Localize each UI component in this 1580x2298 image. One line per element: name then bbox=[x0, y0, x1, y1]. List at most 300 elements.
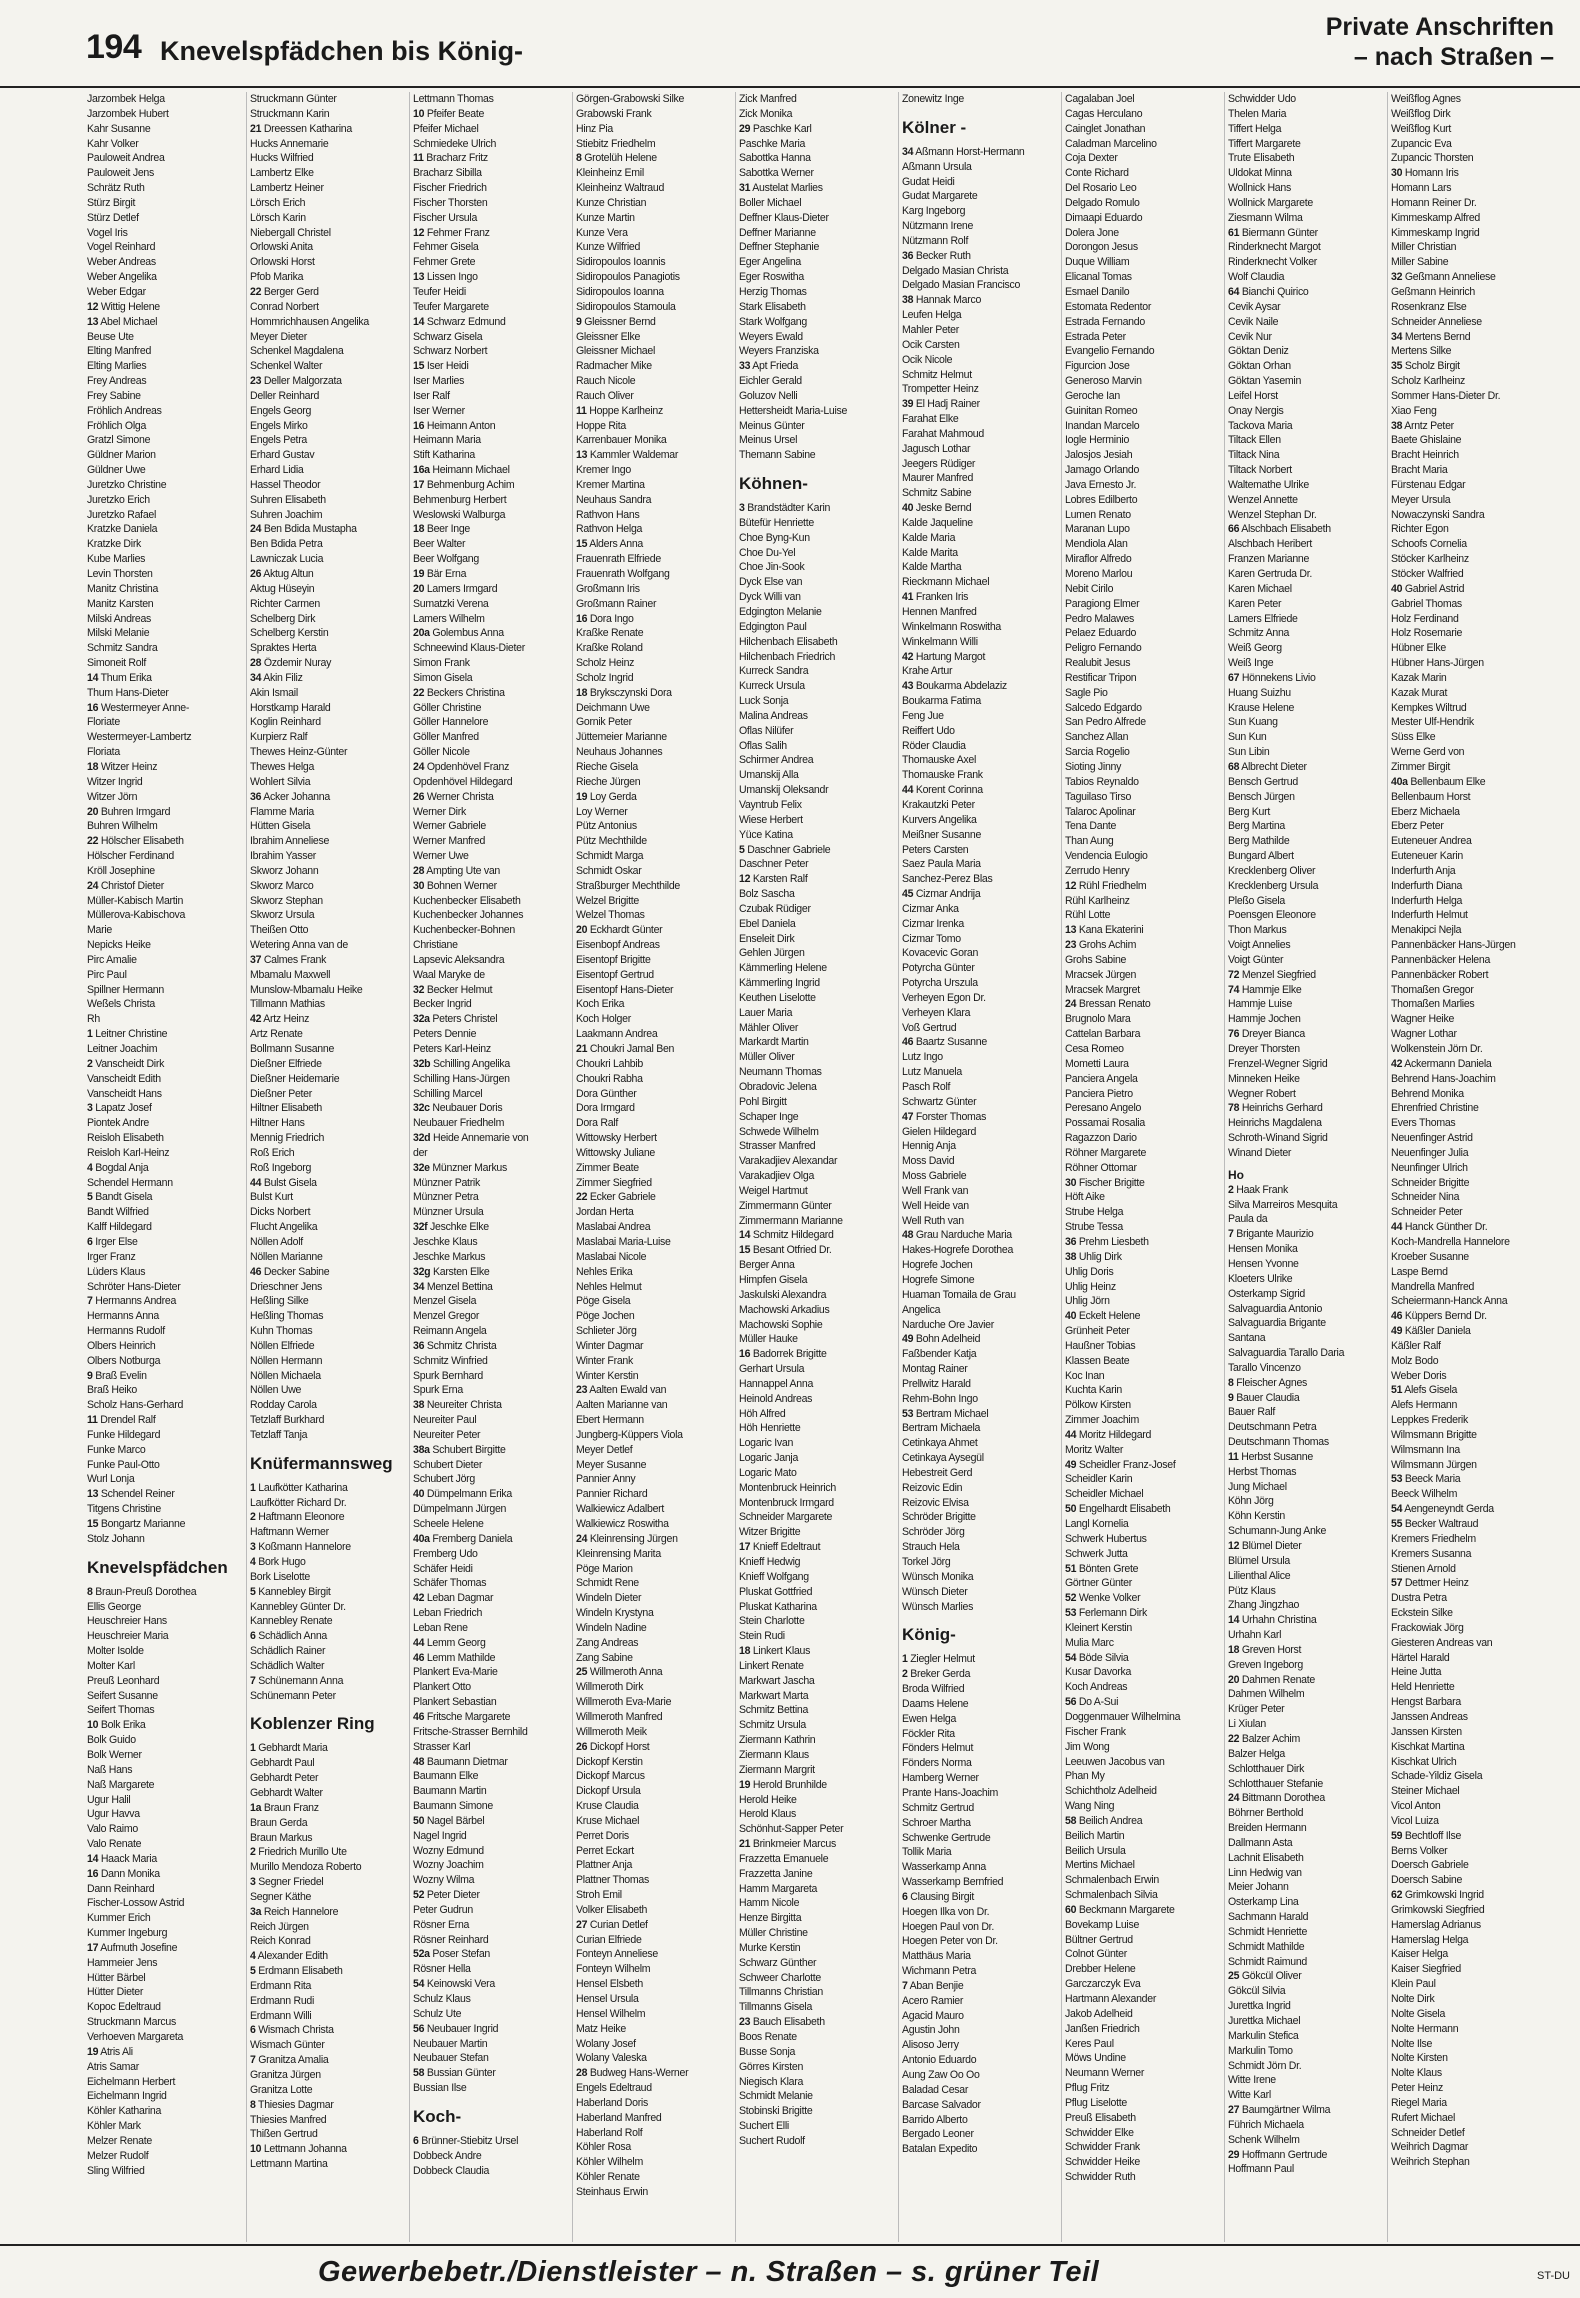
resident-entry: Wohlert Silvia bbox=[250, 775, 311, 788]
resident-entry: 6 Schädlich Anna bbox=[250, 1630, 328, 1643]
resident-entry: Salvaguardia Brigante bbox=[1228, 1317, 1326, 1330]
resident-entry: 32f Jeschke Elke bbox=[413, 1221, 489, 1234]
resident-entry: Jordan Herta bbox=[576, 1206, 634, 1219]
house-number: 7 bbox=[1228, 1228, 1234, 1241]
resident-entry: Jurettka Michael bbox=[1228, 2015, 1301, 2027]
resident-entry: Hamm Margareta bbox=[739, 1882, 818, 1895]
resident-entry: Moss Gabriele bbox=[902, 1170, 967, 1183]
resident-entry: Erdmann Rita bbox=[250, 1979, 312, 1992]
house-number: 14 bbox=[1228, 1614, 1240, 1627]
resident-entry: Hakes-Hogrefe Dorothea bbox=[902, 1244, 1014, 1257]
resident-entry: Schwidder Udo bbox=[1228, 93, 1296, 105]
resident-entry: Dora Günther bbox=[576, 1087, 637, 1100]
resident-entry: Wichmann Petra bbox=[902, 1965, 977, 1978]
resident-entry: Kraßke Roland bbox=[576, 642, 643, 655]
resident-entry: Kloeters Ulrike bbox=[1228, 1272, 1293, 1285]
resident-entry: Balzer Helga bbox=[1228, 1747, 1286, 1760]
resident-entry: Held Henriette bbox=[1391, 1681, 1455, 1694]
resident-entry: 8 Fleischer Agnes bbox=[1228, 1376, 1308, 1389]
house-number: 17 bbox=[739, 1541, 751, 1554]
resident-entry: Coja Dexter bbox=[1065, 152, 1118, 165]
resident-entry: Schmidt Henriette bbox=[1228, 1925, 1308, 1938]
resident-entry: Schaper Inge bbox=[739, 1110, 799, 1123]
house-number: 9 bbox=[87, 1369, 93, 1382]
house-number: 24 bbox=[1228, 1792, 1240, 1805]
resident-entry: Paragiong Elmer bbox=[1065, 597, 1140, 610]
resident-entry: 15 Besant Otfried Dr. bbox=[739, 1244, 832, 1257]
resident-entry: 13 Kana Ekaterini bbox=[1065, 924, 1144, 937]
house-number: 36 bbox=[250, 790, 262, 803]
resident-entry: Daams Helene bbox=[902, 1697, 969, 1710]
resident-entry: 20 Lamers Irmgard bbox=[413, 582, 498, 595]
resident-entry: Urhahn Karl bbox=[1228, 1629, 1282, 1642]
resident-entry: Jeegers Rüdiger bbox=[902, 457, 976, 470]
resident-entry: Zimmermann Marianne bbox=[739, 1214, 843, 1227]
street-heading: Knevelspfädchen bbox=[87, 1557, 228, 1577]
resident-entry: Taguilaso Tirso bbox=[1065, 790, 1132, 803]
resident-entry: Peresano Angelo bbox=[1065, 1102, 1142, 1115]
resident-entry: Angelica bbox=[902, 1303, 941, 1316]
resident-entry: Restificar Tripon bbox=[1065, 671, 1137, 684]
house-number: 61 bbox=[1228, 226, 1240, 239]
resident-entry: 48 Baumann Dietmar bbox=[413, 1755, 508, 1768]
resident-entry: Choe Byng-Kun bbox=[739, 531, 810, 544]
resident-entry: Bollmann Susanne bbox=[250, 1043, 335, 1055]
resident-entry: Hartmann Alexander bbox=[1065, 1993, 1157, 2005]
resident-entry: 14 Schwarz Edmund bbox=[413, 315, 506, 328]
resident-entry: Cattelan Barbara bbox=[1065, 1028, 1141, 1041]
resident-entry: Hiltner Hans bbox=[250, 1117, 305, 1130]
resident-entry: Osterkamp Lina bbox=[1228, 1896, 1299, 1909]
resident-entry: Possamai Rosalia bbox=[1065, 1117, 1145, 1130]
resident-entry: Kaiser Siegfried bbox=[1391, 1963, 1461, 1976]
resident-entry: Moss David bbox=[902, 1155, 955, 1168]
resident-entry: Schmalenbach Silvia bbox=[1065, 1889, 1158, 1902]
resident-entry: Beilich Martin bbox=[1065, 1829, 1125, 1842]
resident-entry: Braun Gerda bbox=[250, 1816, 308, 1829]
resident-entry: Bulst Kurt bbox=[250, 1191, 293, 1204]
resident-entry: Frauenrath Elfriede bbox=[576, 553, 661, 566]
resident-entry: Peters Dennie bbox=[413, 1028, 477, 1041]
resident-entry: Schirmer Andrea bbox=[739, 754, 814, 767]
house-number: 6 bbox=[413, 2134, 419, 2147]
resident-entry: Ugur Halil bbox=[87, 1793, 131, 1806]
resident-entry: Baumann Simone bbox=[413, 1800, 493, 1813]
resident-entry: Ocik Carsten bbox=[902, 338, 960, 351]
resident-entry: Bütefür Henriette bbox=[739, 516, 814, 529]
resident-entry: Nepicks Heike bbox=[87, 939, 151, 952]
house-number: 25 bbox=[1228, 1970, 1240, 1983]
resident-entry: Pflug Fritz bbox=[1065, 2082, 1110, 2095]
resident-entry: Naß Margarete bbox=[87, 1778, 155, 1791]
resident-entry: Hinz Pia bbox=[576, 122, 614, 135]
resident-entry: Cizmar Irenka bbox=[902, 917, 964, 930]
house-number: 42 bbox=[1391, 1057, 1403, 1070]
resident-entry: Meyer Susanne bbox=[576, 1458, 647, 1471]
house-number: 2 bbox=[250, 1511, 256, 1524]
house-number: 15 bbox=[87, 1518, 99, 1530]
resident-entry: 5 Bandt Gisela bbox=[87, 1191, 153, 1204]
house-number: 24 bbox=[1065, 998, 1077, 1011]
house-number: 44 bbox=[1065, 1428, 1077, 1441]
resident-entry: Moritz Walter bbox=[1065, 1443, 1124, 1456]
resident-entry: Hoppe Rita bbox=[576, 419, 626, 432]
house-number: 38 bbox=[1391, 419, 1403, 432]
resident-entry: Frey Sabine bbox=[87, 389, 141, 402]
resident-entry: Schmiedeke Ulrich bbox=[413, 137, 497, 150]
resident-entry: Dyck Else van bbox=[739, 576, 803, 589]
resident-entry: Deutschmann Petra bbox=[1228, 1421, 1317, 1434]
resident-entry: Schelberg Dirk bbox=[250, 612, 316, 625]
resident-entry: Winkelmann Roswitha bbox=[902, 620, 1001, 633]
resident-entry: Schmalenbach Erwin bbox=[1065, 1874, 1160, 1887]
resident-entry: Laufkötter Richard Dr. bbox=[250, 1496, 347, 1509]
resident-entry: Pauloweit Andrea bbox=[87, 152, 165, 165]
resident-entry: Bracht Maria bbox=[1391, 464, 1448, 477]
resident-entry: 13 Kammler Waldemar bbox=[576, 449, 679, 462]
resident-entry: Fönders Norma bbox=[902, 1757, 972, 1770]
resident-entry: 14 Schmitz Hildegard bbox=[739, 1229, 834, 1242]
resident-entry: Schwidder Heike bbox=[1065, 2156, 1140, 2169]
resident-entry: Ewen Helga bbox=[902, 1712, 957, 1725]
resident-entry: Ziermann Kathrin bbox=[739, 1734, 816, 1747]
resident-entry: Röhner Margarete bbox=[1065, 1146, 1147, 1159]
resident-entry: Willmeroth Meik bbox=[576, 1725, 647, 1738]
resident-entry: Herold Heike bbox=[739, 1793, 797, 1806]
resident-entry: Pöge Gisela bbox=[576, 1295, 631, 1308]
resident-entry: Dann Reinhard bbox=[87, 1882, 155, 1895]
resident-entry: Rösner Reinhard bbox=[413, 1933, 489, 1946]
house-number: 52 bbox=[1065, 1592, 1077, 1605]
resident-entry: 44 Hanck Günther Dr. bbox=[1391, 1221, 1488, 1234]
house-number: 2 bbox=[87, 1057, 93, 1070]
resident-entry: Curian Elfriede bbox=[576, 1933, 642, 1946]
resident-entry: Melzer Rudolf bbox=[87, 2149, 149, 2162]
resident-entry: Wagner Heike bbox=[1391, 1013, 1455, 1026]
resident-entry: Köhn Kerstin bbox=[1228, 1510, 1286, 1523]
resident-entry: Spillner Hermann bbox=[87, 983, 164, 996]
page-footer bbox=[0, 2244, 1580, 2298]
resident-entry: Behmenburg Herbert bbox=[413, 493, 507, 506]
resident-entry: Schmidt Marga bbox=[576, 850, 644, 863]
resident-entry: Hoegen Paul von Dr. bbox=[902, 1920, 994, 1933]
house-number: 40 bbox=[1391, 582, 1403, 595]
house-number: 44 bbox=[250, 1176, 262, 1189]
house-number: 1 bbox=[250, 1481, 256, 1494]
resident-entry: Frazzetta Janine bbox=[739, 1867, 813, 1880]
resident-entry: Bungard Albert bbox=[1228, 850, 1294, 863]
resident-entry: 36 Becker Ruth bbox=[902, 249, 971, 262]
resident-entry: Cevik Naile bbox=[1228, 315, 1279, 328]
resident-entry: Jarzombek Helga bbox=[87, 93, 165, 105]
house-number: 9 bbox=[576, 315, 582, 328]
directory-column bbox=[573, 92, 736, 2242]
resident-entry: Radmacher Mike bbox=[576, 360, 652, 373]
resident-entry: Kummer Ingeburg bbox=[87, 1927, 168, 1940]
resident-entry: Stark Elisabeth bbox=[739, 300, 806, 313]
resident-entry: Stolz Johann bbox=[87, 1532, 145, 1545]
resident-entry: Tiltack Norbert bbox=[1228, 464, 1292, 477]
resident-entry: 5 Erdmann Elisabeth bbox=[250, 1965, 343, 1978]
resident-entry: 23 Aalten Ewald van bbox=[576, 1384, 667, 1397]
resident-entry: Lörsch Karin bbox=[250, 211, 306, 224]
resident-entry: Estomata Redentor bbox=[1065, 300, 1152, 313]
resident-entry: Kratzke Daniela bbox=[87, 523, 158, 536]
resident-entry: Karen Gertruda Dr. bbox=[1228, 568, 1313, 580]
resident-entry: Simon Frank bbox=[413, 657, 470, 670]
resident-entry: Werner Dirk bbox=[413, 805, 466, 818]
resident-entry: Haftmann Werner bbox=[250, 1526, 329, 1539]
resident-entry: Aktug Hüseyin bbox=[250, 582, 315, 595]
resident-entry: Großmann Iris bbox=[576, 582, 640, 595]
resident-entry: Güldner Marion bbox=[87, 449, 156, 462]
resident-entry: Deffner Stephanie bbox=[739, 241, 820, 254]
house-number: 20a bbox=[413, 627, 430, 640]
resident-entry: Schlieter Jörg bbox=[576, 1325, 637, 1338]
resident-entry: Kraßke Renate bbox=[576, 627, 644, 640]
resident-entry: Fröhlich Andreas bbox=[87, 404, 162, 417]
resident-entry: Haußner Tobias bbox=[1065, 1339, 1136, 1352]
resident-entry: 2 Haak Frank bbox=[1228, 1183, 1288, 1196]
house-number: 18 bbox=[576, 686, 588, 699]
resident-entry: Dickopf Kerstin bbox=[576, 1755, 643, 1768]
resident-entry: Steiner Michael bbox=[1391, 1785, 1460, 1798]
resident-entry: Lamers Elfriede bbox=[1228, 612, 1298, 625]
resident-entry: Windeln Nadine bbox=[576, 1621, 647, 1634]
resident-entry: Busse Sonja bbox=[739, 2045, 796, 2058]
resident-entry: 24 Christof Dieter bbox=[87, 879, 164, 892]
resident-entry: Wittowsky Juliane bbox=[576, 1146, 656, 1159]
resident-entry: Strauch Hela bbox=[902, 1541, 960, 1554]
resident-entry: 32d Heide Annemarie von bbox=[413, 1132, 529, 1145]
house-number: 34 bbox=[902, 145, 914, 158]
resident-entry: Hermanns Rudolf bbox=[87, 1325, 165, 1338]
resident-entry: Elting Manfred bbox=[87, 345, 152, 358]
resident-entry: 12 Blümel Dieter bbox=[1228, 1540, 1302, 1552]
resident-entry: Manitz Karsten bbox=[87, 597, 154, 610]
resident-entry: Plattner Anja bbox=[576, 1859, 633, 1872]
house-number: 18 bbox=[1228, 1643, 1240, 1656]
house-number: 35 bbox=[1391, 360, 1403, 373]
resident-entry: Kruse Michael bbox=[576, 1814, 640, 1827]
house-number: 78 bbox=[1228, 1102, 1240, 1115]
resident-entry: Del Rosario Leo bbox=[1065, 182, 1137, 195]
resident-entry: Hennen Manfred bbox=[902, 606, 977, 618]
resident-entry: Rathvon Helga bbox=[576, 523, 643, 536]
resident-entry: Nolte Klaus bbox=[1391, 2067, 1442, 2080]
resident-entry: Wolany Josef bbox=[576, 2037, 636, 2050]
house-number: 32 bbox=[413, 983, 425, 996]
resident-entry: Nolte Hermann bbox=[1391, 2022, 1459, 2035]
resident-entry: Jarzombek Hubert bbox=[87, 107, 169, 120]
house-number: 6 bbox=[250, 1630, 256, 1643]
resident-entry: Vayntrub Felix bbox=[739, 798, 802, 811]
resident-entry: Buhren Wilhelm bbox=[87, 820, 158, 833]
resident-entry: 36 Schmitz Christa bbox=[413, 1339, 497, 1352]
resident-entry: Wasserkamp Anna bbox=[902, 1861, 986, 1874]
resident-entry: Eichler Gerald bbox=[739, 375, 802, 388]
resident-entry: Gleissner Elke bbox=[576, 330, 641, 343]
resident-entry: Müllerova-Kabischova bbox=[87, 909, 186, 922]
resident-entry: Gudat Heidi bbox=[902, 175, 955, 188]
resident-entry: Conrad Norbert bbox=[250, 300, 319, 313]
house-number: 22 bbox=[87, 835, 99, 848]
resident-entry: Floriate bbox=[87, 716, 120, 729]
resident-entry: Fonteyn Anneliese bbox=[576, 1948, 659, 1961]
resident-entry: Nehles Erika bbox=[576, 1265, 633, 1278]
resident-entry: Hermanns Anna bbox=[87, 1310, 159, 1323]
resident-entry: 4 Bogdal Anja bbox=[87, 1161, 149, 1174]
house-number: 16a bbox=[413, 464, 430, 477]
resident-entry: 32 Geßmann Anneliese bbox=[1391, 271, 1496, 284]
resident-entry: Laspe Bernd bbox=[1391, 1265, 1448, 1278]
resident-entry: Eisenbopf Andreas bbox=[576, 939, 660, 952]
resident-entry: 40a Fremberg Daniela bbox=[413, 1532, 513, 1545]
resident-entry: Niebergall Christel bbox=[250, 226, 331, 239]
resident-entry: Homann Lars bbox=[1391, 182, 1452, 195]
resident-entry: Eisentopf Gertrud bbox=[576, 968, 654, 981]
resident-entry: Cizmar Anka bbox=[902, 902, 959, 915]
resident-entry: Giesteren Andreas van bbox=[1391, 1636, 1493, 1649]
resident-entry: 50 Engelhardt Elisabeth bbox=[1065, 1503, 1171, 1516]
resident-entry: Salvaguardia Tarallo Daria bbox=[1228, 1347, 1345, 1360]
resident-entry: Panciera Angela bbox=[1065, 1072, 1138, 1085]
resident-entry: Menzel Gisela bbox=[413, 1295, 477, 1308]
resident-entry: Leifel Horst bbox=[1228, 389, 1278, 402]
resident-entry: 32b Schilling Angelika bbox=[413, 1057, 510, 1070]
resident-entry: Meinus Ursel bbox=[739, 434, 798, 447]
house-number: 28 bbox=[576, 2067, 588, 2080]
resident-entry: Gebhardt Walter bbox=[250, 1786, 323, 1799]
resident-entry: Kremers Susanna bbox=[1391, 1547, 1472, 1560]
resident-entry: Witte Irene bbox=[1228, 2074, 1276, 2087]
resident-entry: 51 Alefs Gisela bbox=[1391, 1384, 1458, 1397]
resident-entry: Choukri Rabha bbox=[576, 1072, 643, 1085]
resident-entry: Schichtholz Adelheid bbox=[1065, 1785, 1157, 1798]
resident-entry: Lamers Wilhelm bbox=[413, 612, 485, 625]
resident-entry: Blümel Ursula bbox=[1228, 1554, 1290, 1567]
resident-entry: Kimmeskamp Alfred bbox=[1391, 211, 1481, 224]
resident-entry: Vanscheidt Hans bbox=[87, 1087, 162, 1100]
resident-entry: 6 Brünner-Stiebitz Ursel bbox=[413, 2134, 519, 2147]
resident-entry: Trompetter Heinz bbox=[902, 383, 979, 396]
resident-entry: Reisloh Elisabeth bbox=[87, 1132, 164, 1145]
resident-entry: Grohs Sabine bbox=[1065, 953, 1127, 966]
house-number: 1 bbox=[902, 1653, 908, 1666]
resident-entry: Inderfurth Anja bbox=[1391, 864, 1456, 877]
house-number: 1a bbox=[250, 1801, 262, 1814]
resident-entry: Roß Ingeborg bbox=[250, 1161, 312, 1174]
resident-entry: 12 Karsten Ralf bbox=[739, 873, 808, 886]
resident-entry: 17 Knieff Edeltraut bbox=[739, 1541, 821, 1554]
resident-entry: Müller Hauke bbox=[739, 1333, 798, 1346]
resident-entry: Köhler Mark bbox=[87, 2120, 141, 2133]
resident-entry: Wolkenstein Jörn Dr. bbox=[1391, 1043, 1483, 1055]
resident-entry: Santana bbox=[1228, 1332, 1266, 1345]
resident-entry: 42 Artz Heinz bbox=[250, 1013, 310, 1026]
resident-entry: Welzel Brigitte bbox=[576, 894, 639, 907]
resident-entry: Thomauske Axel bbox=[902, 754, 977, 767]
resident-entry: Sarcia Rogelio bbox=[1065, 746, 1130, 759]
resident-entry: Logaric Mato bbox=[739, 1466, 797, 1479]
house-number: 48 bbox=[902, 1229, 914, 1242]
resident-entry: Sanchez Allan bbox=[1065, 731, 1129, 744]
resident-entry: 45 Cizmar Andrija bbox=[902, 888, 981, 901]
house-number: 62 bbox=[1391, 1889, 1403, 1902]
resident-entry: Deller Reinhard bbox=[250, 389, 320, 402]
resident-entry: Neuenfinger Astrid bbox=[1391, 1132, 1473, 1145]
resident-entry: Meinus Günter bbox=[739, 419, 805, 432]
resident-entry: Sachmann Harald bbox=[1228, 1911, 1309, 1924]
resident-entry: 2 Haftmann Eleonore bbox=[250, 1511, 345, 1524]
resident-entry: Weßels Christa bbox=[87, 998, 155, 1011]
resident-entry: Edgington Paul bbox=[739, 620, 807, 633]
resident-entry: 17 Behmenburg Achim bbox=[413, 478, 515, 491]
resident-entry: 42 Hartung Margot bbox=[902, 650, 986, 663]
house-number: 53 bbox=[1391, 1473, 1403, 1486]
resident-entry: Langl Kornelia bbox=[1065, 1518, 1129, 1530]
house-number: 38 bbox=[1065, 1250, 1077, 1263]
resident-entry: Göller Nicole bbox=[413, 746, 470, 759]
resident-entry: Thon Markus bbox=[1228, 924, 1287, 937]
resident-entry: Struckmann Karin bbox=[250, 107, 330, 120]
house-number: 10 bbox=[250, 2143, 262, 2156]
resident-entry: Härtel Harald bbox=[1391, 1651, 1450, 1664]
resident-entry: Führich Michaela bbox=[1228, 2118, 1304, 2131]
resident-entry: Trute Elisabeth bbox=[1228, 152, 1295, 165]
resident-entry: Beuse Ute bbox=[87, 330, 134, 343]
resident-entry: Alschbach Heribert bbox=[1228, 538, 1313, 551]
resident-entry: Funke Paul-Otto bbox=[87, 1458, 160, 1471]
resident-entry: Lobres Edilberto bbox=[1065, 493, 1138, 506]
resident-entry: Minneken Heike bbox=[1228, 1072, 1300, 1085]
resident-entry: Bork Liselotte bbox=[250, 1570, 310, 1583]
resident-entry: Nolte Kirsten bbox=[1391, 2052, 1448, 2065]
resident-entry: Holz Ferdinand bbox=[1391, 612, 1459, 625]
resident-entry: Schwidder Ruth bbox=[1065, 2171, 1136, 2184]
resident-entry: Frazzetta Emanuele bbox=[739, 1852, 829, 1865]
house-number: 34 bbox=[413, 1280, 425, 1293]
resident-entry: 20a Golembus Anna bbox=[413, 627, 504, 640]
resident-entry: Neumann Thomas bbox=[739, 1066, 822, 1079]
resident-entry: Heinold Andreas bbox=[739, 1392, 813, 1405]
resident-entry: Dahmen Wilhelm bbox=[1228, 1688, 1305, 1701]
resident-entry: Meier Johann bbox=[1228, 1881, 1289, 1894]
resident-entry: Ugur Havva bbox=[87, 1808, 140, 1821]
resident-entry: Struckmann Marcus bbox=[87, 2016, 177, 2029]
resident-entry: Strube Helga bbox=[1065, 1206, 1124, 1219]
resident-entry: Schulz Klaus bbox=[413, 1993, 471, 2005]
street-heading: Koblenzer Ring bbox=[250, 1714, 375, 1734]
resident-entry: Miller Christian bbox=[1391, 241, 1457, 254]
resident-entry: Dobbeck Claudia bbox=[413, 2164, 490, 2177]
resident-entry: Cevik Nur bbox=[1228, 330, 1272, 343]
house-number: 25 bbox=[576, 1666, 588, 1679]
resident-entry: Delgado Romulo bbox=[1065, 196, 1140, 209]
resident-entry: Kunze Martin bbox=[576, 211, 635, 224]
resident-entry: Sagle Pio bbox=[1065, 686, 1108, 699]
resident-entry: Hamm Nicole bbox=[739, 1897, 800, 1910]
resident-entry: Iogle Herminio bbox=[1065, 434, 1130, 447]
resident-entry: Greven Ingeborg bbox=[1228, 1658, 1303, 1671]
resident-entry: Rieche Jürgen bbox=[576, 775, 641, 788]
house-number: 58 bbox=[413, 2067, 425, 2080]
resident-entry: Xiao Feng bbox=[1391, 404, 1437, 417]
resident-entry: Bauer Ralf bbox=[1228, 1406, 1276, 1419]
resident-entry: Schroth-Winand Sigrid bbox=[1228, 1132, 1328, 1145]
resident-entry: Lettmann Martina bbox=[250, 2158, 328, 2171]
resident-entry: Kalde Martha bbox=[902, 561, 962, 574]
